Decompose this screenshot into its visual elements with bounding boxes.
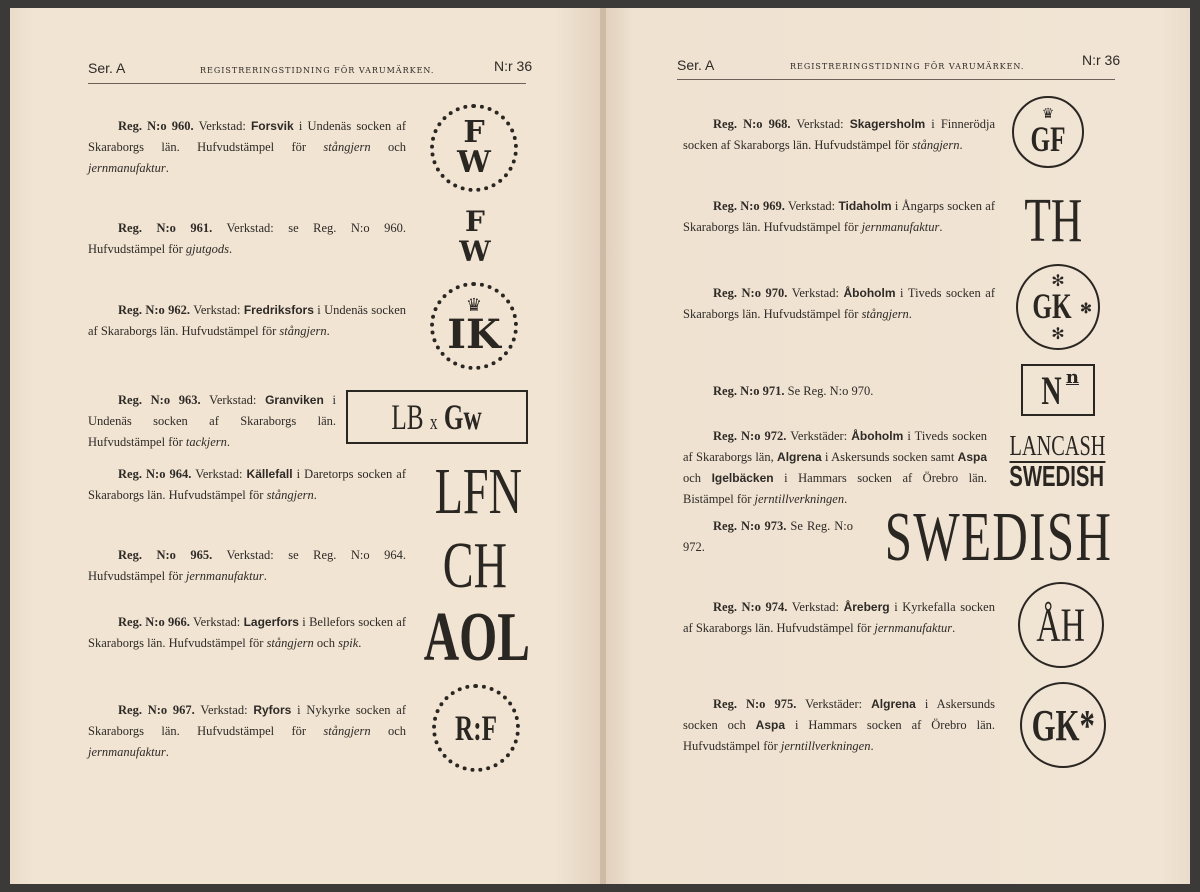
series-label: Ser. A — [88, 60, 126, 76]
header-rule — [88, 83, 526, 84]
product-term: jernmanufaktur — [185, 569, 264, 583]
entry-text: och — [313, 636, 339, 650]
product-term: stångjern — [323, 140, 371, 154]
registration-number: Reg. N:o 972. — [713, 429, 787, 443]
registration-entry-966 — [88, 612, 406, 654]
entry-text: . — [844, 492, 848, 506]
registration-entry-965 — [88, 545, 406, 587]
product-term: gjutgods — [185, 242, 229, 256]
works-name: Algrena — [777, 450, 822, 464]
registration-number: Reg. N:o 968. — [713, 117, 791, 131]
entry-text: i Daretorps socken af Skaraborgs län. Hufvudstämpel för — [88, 467, 407, 502]
crown-icon: ♛ — [465, 295, 483, 316]
entry-text: och — [683, 471, 712, 485]
trademark-numero: N $^n$ — [1021, 364, 1095, 416]
entry-text: i Kyrkefalla socken af Skaraborgs län. Hufvudstämpel för — [683, 600, 995, 635]
entry-text: i Ångarps socken af Skaraborgs län. Hufvudstämpel för — [683, 199, 995, 234]
product-term: jernmanufaktur — [88, 745, 166, 759]
entry-text: i Nykyrke socken af Skaraborgs län. Hufvudstämpel för — [88, 703, 406, 738]
entry-text: Verkstad: se Reg. N:o 964. Hufvudstämpel för — [88, 548, 406, 583]
entry-text: Verkstad: — [189, 615, 244, 629]
works-name: Källefall — [246, 467, 293, 481]
entry-text: i Undenäs socken af Skaraborgs län. Hufvudstämpel för — [88, 119, 406, 154]
works-name: Åboholm — [851, 429, 904, 443]
registration-entry-970 — [683, 283, 995, 325]
product-term: spik — [338, 636, 359, 650]
trademark-ik-crown: ♛ IK — [430, 282, 518, 370]
works-name: Algrena — [871, 697, 916, 711]
trademark-aol: AOL — [423, 599, 531, 676]
registration-number: Reg. N:o 962. — [118, 303, 191, 317]
entry-text: . — [313, 488, 317, 502]
crown-icon: ♛ — [1041, 106, 1055, 122]
registration-number: Reg. N:o 963. — [118, 393, 201, 407]
trademark-rf-dotted-circle: R:F — [432, 684, 520, 772]
entry-text: och — [370, 724, 406, 738]
entry-text: Verkstad: — [190, 303, 244, 317]
entry-text: och — [370, 140, 406, 154]
product-term: jernmanufaktur — [88, 161, 166, 175]
product-term: tackjern — [185, 435, 227, 449]
asterisk-icon: ✻ — [1080, 300, 1092, 317]
entry-text: i Hammars socken af Örebro län. Hufvudstämpel för — [683, 718, 995, 753]
entry-text: i Undenäs socken af Skaraborgs län. Hufvudstämpel för — [88, 303, 406, 338]
entry-text: . — [326, 324, 330, 338]
works-name: Lagerfors — [243, 615, 299, 629]
entry-text: i Undenäs socken af Skaraborgs län. Hufvudstämpel för — [88, 393, 336, 449]
registration-number: Reg. N:o 975. — [713, 697, 797, 711]
product-term: stångjern — [266, 488, 314, 502]
works-name: Tidaholm — [838, 199, 892, 213]
trademark-lb-x-gw: LB x Gw — [346, 390, 528, 444]
registration-entry-963 — [88, 390, 336, 453]
works-name: Igelbäcken — [711, 471, 774, 485]
trademark-lfn: LFN — [434, 455, 522, 528]
registration-number: Reg. N:o 960. — [118, 119, 194, 133]
entry-text: Verkstad: — [200, 393, 266, 407]
entry-text: . — [939, 220, 943, 234]
entry-text: Se Reg. N:o 970. — [784, 384, 874, 398]
entry-text: Se Reg. N:o 972. — [683, 519, 854, 554]
entry-text: i Bellefors socken af Skaraborgs län. Hufvudstämpel för — [88, 615, 406, 650]
entry-text: Verkstad: — [790, 117, 850, 131]
entry-text: i Askersunds socken och — [683, 697, 995, 732]
trademark-gf-crown: ♛ GF — [1012, 96, 1084, 168]
issue-number: N:r 36 — [494, 58, 533, 74]
journal-title: REGISTRERINGSTIDNING FÖR VARUMÄRKEN. — [790, 62, 1025, 71]
works-name: Ryfors — [253, 703, 292, 717]
trademark-lancash-swedish: LANCASH SWEDISH — [1009, 430, 1105, 493]
product-term: jernmanufaktur — [861, 220, 940, 234]
entry-text: Verkstad: se Reg. N:o 960. Hufvudstämpel för — [88, 221, 406, 256]
works-name: Fredriksfors — [243, 303, 314, 317]
series-label: Ser. A — [677, 57, 715, 73]
trademark-ch: CH — [442, 529, 508, 602]
entry-text: . — [959, 138, 963, 152]
entry-text: Verkstad: — [787, 600, 844, 614]
product-term: stångjern — [861, 307, 909, 321]
entry-text: . — [952, 621, 956, 635]
entry-text: i Hammars socken af Örebro län. Bistämpel för — [683, 471, 987, 506]
issue-number: N:r 36 — [1082, 52, 1121, 68]
product-term: stångjern — [266, 636, 314, 650]
registration-number: Reg. N:o 974. — [713, 600, 788, 614]
product-term: stångjern — [912, 138, 960, 152]
entry-text: . — [358, 636, 362, 650]
registration-entry-973 — [683, 516, 853, 558]
works-name: Skagersholm — [849, 117, 926, 131]
entry-text: . — [165, 161, 169, 175]
works-name: Granviken — [265, 393, 324, 407]
entry-text: i Finnerödja socken af Skaraborgs län. Hufvudstämpel för — [683, 117, 995, 152]
product-term: jernmanufaktur — [874, 621, 953, 635]
trademark-th: TH — [1024, 186, 1082, 255]
trademark-ah-circle: ÅH — [1018, 582, 1104, 668]
entry-text: . — [226, 435, 230, 449]
registration-entry-962 — [88, 300, 406, 342]
entry-text: . — [870, 739, 874, 753]
registration-entry-971 — [683, 381, 995, 402]
entry-text: . — [908, 307, 912, 321]
registration-entry-961 — [88, 218, 406, 260]
registration-entry-968 — [683, 114, 995, 156]
entry-text: Verkstad: — [787, 286, 844, 300]
entry-text: Verkstad: — [193, 119, 251, 133]
entry-text: i Askersunds socken samt — [821, 450, 958, 464]
entry-text: . — [228, 242, 233, 256]
entry-text: Verkstad: — [784, 199, 839, 213]
product-term: jerntillverkningen — [780, 739, 871, 753]
product-term: stångjern — [279, 324, 327, 338]
registration-number: Reg. N:o 965. — [118, 548, 213, 562]
registration-number: Reg. N:o 969. — [713, 199, 785, 213]
asterisk-icon: ✻ — [1051, 323, 1065, 343]
trademark-fw: F W — [459, 205, 491, 268]
registration-number: Reg. N:o 964. — [118, 467, 192, 481]
entry-text: Verkstad: — [194, 703, 254, 717]
registration-number: Reg. N:o 971. — [713, 384, 785, 398]
registration-entry-969 — [683, 196, 995, 238]
entry-text: Verkstäder: — [786, 429, 852, 443]
registration-number: Reg. N:o 967. — [118, 703, 195, 717]
entry-text: Verkstäder: — [796, 697, 872, 711]
book-gutter — [600, 8, 606, 884]
registration-number: Reg. N:o 970. — [713, 286, 788, 300]
journal-title: REGISTRERINGSTIDNING FÖR VARUMÄRKEN. — [200, 66, 435, 75]
works-name: Åboholm — [843, 286, 896, 300]
registration-number: Reg. N:o 966. — [118, 615, 190, 629]
works-name: Aspa — [957, 450, 987, 464]
works-name: Aspa — [755, 718, 786, 732]
trademark-gk-star-circle: GK* — [1020, 682, 1106, 768]
registration-number: Reg. N:o 961. — [118, 221, 213, 235]
asterisk-icon: ✻ — [1051, 270, 1065, 290]
entry-text: Verkstad: — [191, 467, 247, 481]
trademark-swedish: SWEDISH — [885, 499, 1113, 576]
entry-text: i Tiveds socken af Skaraborgs län, — [683, 429, 987, 464]
trademark-fw-dotted-circle: F W — [430, 104, 518, 192]
registration-entry-964 — [88, 464, 406, 506]
works-name: Forsvik — [250, 119, 294, 133]
entry-text: . — [165, 745, 169, 759]
header-rule — [677, 79, 1115, 80]
registration-entry-967 — [88, 700, 406, 763]
registration-entry-975 — [683, 694, 995, 757]
entry-text: . — [263, 569, 267, 583]
works-name: Åreberg — [843, 600, 890, 614]
trademark-gk-asterisks: ✻ GK ✻ ✻ — [1016, 264, 1100, 350]
product-term: stångjern — [323, 724, 371, 738]
registration-entry-974 — [683, 597, 995, 639]
product-term: jerntillverkningen — [754, 492, 845, 506]
registration-entry-960 — [88, 116, 406, 179]
entry-text: i Tiveds socken af Skaraborgs län. Hufvudstämpel för — [683, 286, 995, 321]
registration-number: Reg. N:o 973. — [713, 519, 787, 533]
